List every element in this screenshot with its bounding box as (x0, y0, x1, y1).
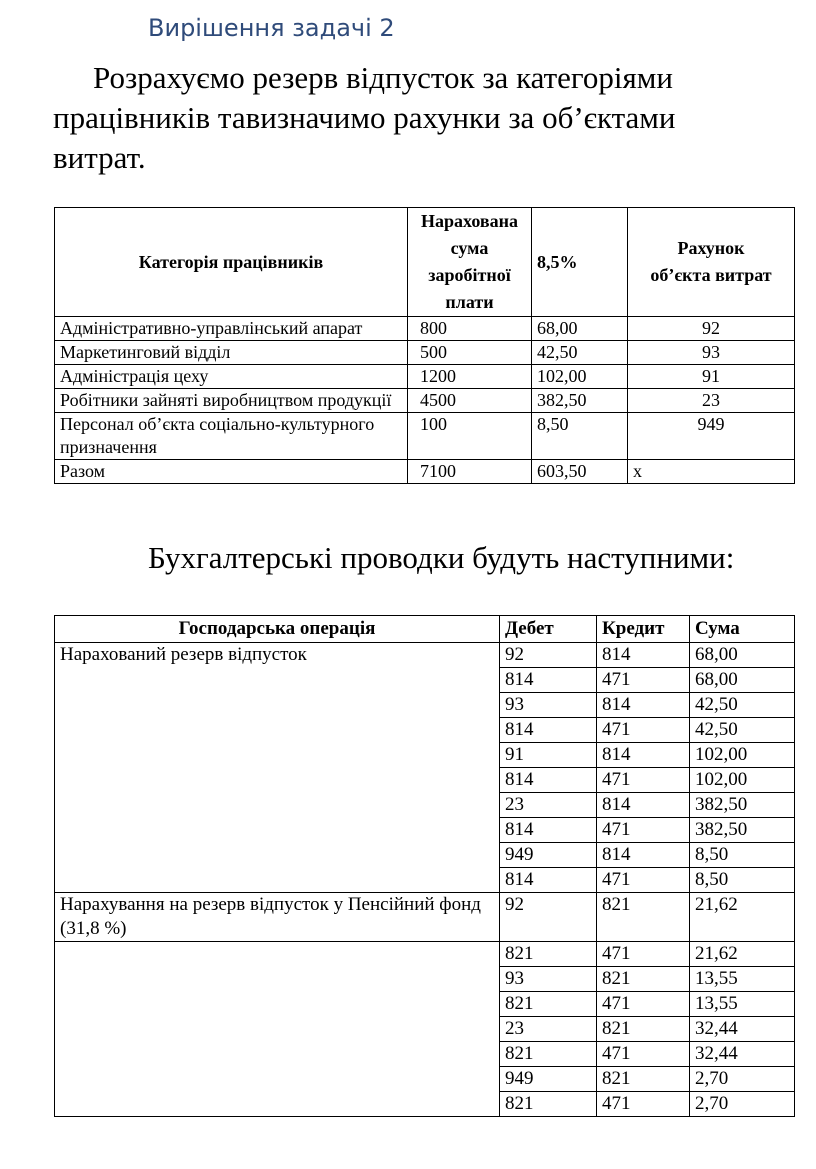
header-salary (408, 208, 532, 317)
debit-cell: 93 (500, 967, 597, 992)
salary-cell: 7100 (408, 460, 532, 484)
credit-cell: 814 (597, 743, 690, 768)
credit-cell: 471 (597, 868, 690, 893)
header-account-line1: Рахунок (677, 238, 745, 258)
header-debit: Дебет (500, 616, 597, 643)
account-cell: 91 (628, 365, 795, 389)
amount-cell: 68,00 (690, 643, 795, 668)
category-cell: Маркетинговий відділ (55, 341, 408, 365)
header-salary-line1: Нарахована (421, 211, 518, 231)
intro-paragraph (53, 58, 743, 178)
credit-cell: 471 (597, 942, 690, 967)
credit-cell: 471 (597, 668, 690, 693)
reserve-cell: 603,50 (532, 460, 628, 484)
account-cell: 92 (628, 317, 795, 341)
header-salary-line2: сума заробітної плати (428, 238, 511, 312)
credit-cell: 814 (597, 843, 690, 868)
debit-cell: 821 (500, 1092, 597, 1117)
reserve-cell: 42,50 (532, 341, 628, 365)
credit-cell: 471 (597, 1092, 690, 1117)
operation-cell: Нарахований резерв відпусток (55, 643, 500, 893)
debit-cell: 814 (500, 668, 597, 693)
debit-cell: 949 (500, 843, 597, 868)
debit-cell: 91 (500, 743, 597, 768)
debit-cell: 949 (500, 1067, 597, 1092)
account-cell: х (628, 460, 795, 484)
debit-cell: 821 (500, 942, 597, 967)
debit-cell: 821 (500, 1042, 597, 1067)
category-cell: Робітники зайняті виробництвом продукції (55, 389, 408, 413)
amount-cell: 2,70 (690, 1092, 795, 1117)
debit-cell: 814 (500, 768, 597, 793)
reserve-cell: 68,00 (532, 317, 628, 341)
reserve-cell: 382,50 (532, 389, 628, 413)
amount-cell: 382,50 (690, 793, 795, 818)
table-row (55, 317, 795, 341)
credit-cell: 821 (597, 1017, 690, 1042)
table-row (55, 413, 795, 460)
credit-cell: 471 (597, 818, 690, 843)
vacation-reserve-table (54, 207, 795, 484)
credit-cell: 471 (597, 992, 690, 1017)
amount-cell: 13,55 (690, 967, 795, 992)
table-row (55, 460, 795, 484)
debit-cell: 92 (500, 893, 597, 942)
amount-cell: 21,62 (690, 893, 795, 942)
debit-cell: 814 (500, 818, 597, 843)
accounting-entries-table (54, 615, 795, 1117)
category-cell: Персонал об’єкта соціально-культурного призначення (55, 413, 408, 460)
amount-cell: 32,44 (690, 1017, 795, 1042)
credit-cell: 821 (597, 1067, 690, 1092)
reserve-cell: 102,00 (532, 365, 628, 389)
table-row (55, 893, 795, 942)
salary-cell: 1200 (408, 365, 532, 389)
salary-cell: 4500 (408, 389, 532, 413)
table-row (55, 365, 795, 389)
header-account (628, 208, 795, 317)
credit-cell: 814 (597, 643, 690, 668)
amount-cell: 42,50 (690, 693, 795, 718)
amount-cell: 2,70 (690, 1067, 795, 1092)
header-account-line2: об’єкта витрат (650, 265, 772, 285)
amount-cell: 102,00 (690, 743, 795, 768)
amount-cell: 68,00 (690, 668, 795, 693)
credit-cell: 814 (597, 793, 690, 818)
credit-cell: 471 (597, 768, 690, 793)
header-operation: Господарська операція (55, 616, 500, 643)
salary-cell: 800 (408, 317, 532, 341)
table-row (55, 389, 795, 413)
operation-cell-empty (55, 942, 500, 1117)
reserve-cell: 8,50 (532, 413, 628, 460)
amount-cell: 32,44 (690, 1042, 795, 1067)
debit-cell: 814 (500, 718, 597, 743)
credit-cell: 814 (597, 693, 690, 718)
account-cell: 949 (628, 413, 795, 460)
table-row (55, 643, 795, 668)
amount-cell: 8,50 (690, 868, 795, 893)
debit-cell: 23 (500, 1017, 597, 1042)
category-cell: Адміністрація цеху (55, 365, 408, 389)
amount-cell: 102,00 (690, 768, 795, 793)
salary-cell: 500 (408, 341, 532, 365)
entries-subheading: Бухгалтерські проводки будуть наступними: (148, 540, 735, 575)
debit-cell: 814 (500, 868, 597, 893)
header-amount: Сума (690, 616, 795, 643)
amount-cell: 382,50 (690, 818, 795, 843)
credit-cell: 821 (597, 967, 690, 992)
account-cell: 23 (628, 389, 795, 413)
header-category: Категорія працівників (55, 208, 408, 317)
debit-cell: 92 (500, 643, 597, 668)
salary-cell: 100 (408, 413, 532, 460)
operation-cell: Нарахування на резерв відпусток у Пенсійний фонд (31,8 %) (55, 893, 500, 942)
table-row (55, 942, 795, 967)
credit-cell: 821 (597, 893, 690, 942)
amount-cell: 8,50 (690, 843, 795, 868)
amount-cell: 42,50 (690, 718, 795, 743)
amount-cell: 13,55 (690, 992, 795, 1017)
header-credit: Кредит (597, 616, 690, 643)
credit-cell: 471 (597, 718, 690, 743)
credit-cell: 471 (597, 1042, 690, 1067)
amount-cell: 21,62 (690, 942, 795, 967)
header-rate: 8,5% (532, 208, 628, 317)
intro-text: Розрахуємо резерв відпусток за категоріями працівників тавизначимо рахунки за об’єктами витрат. (53, 60, 676, 175)
account-cell: 93 (628, 341, 795, 365)
debit-cell: 93 (500, 693, 597, 718)
category-cell: Адміністративно-управлінський апарат (55, 317, 408, 341)
category-cell: Разом (55, 460, 408, 484)
table-row (55, 341, 795, 365)
debit-cell: 23 (500, 793, 597, 818)
debit-cell: 821 (500, 992, 597, 1017)
section-heading: Вирішення задачі 2 (148, 14, 395, 42)
